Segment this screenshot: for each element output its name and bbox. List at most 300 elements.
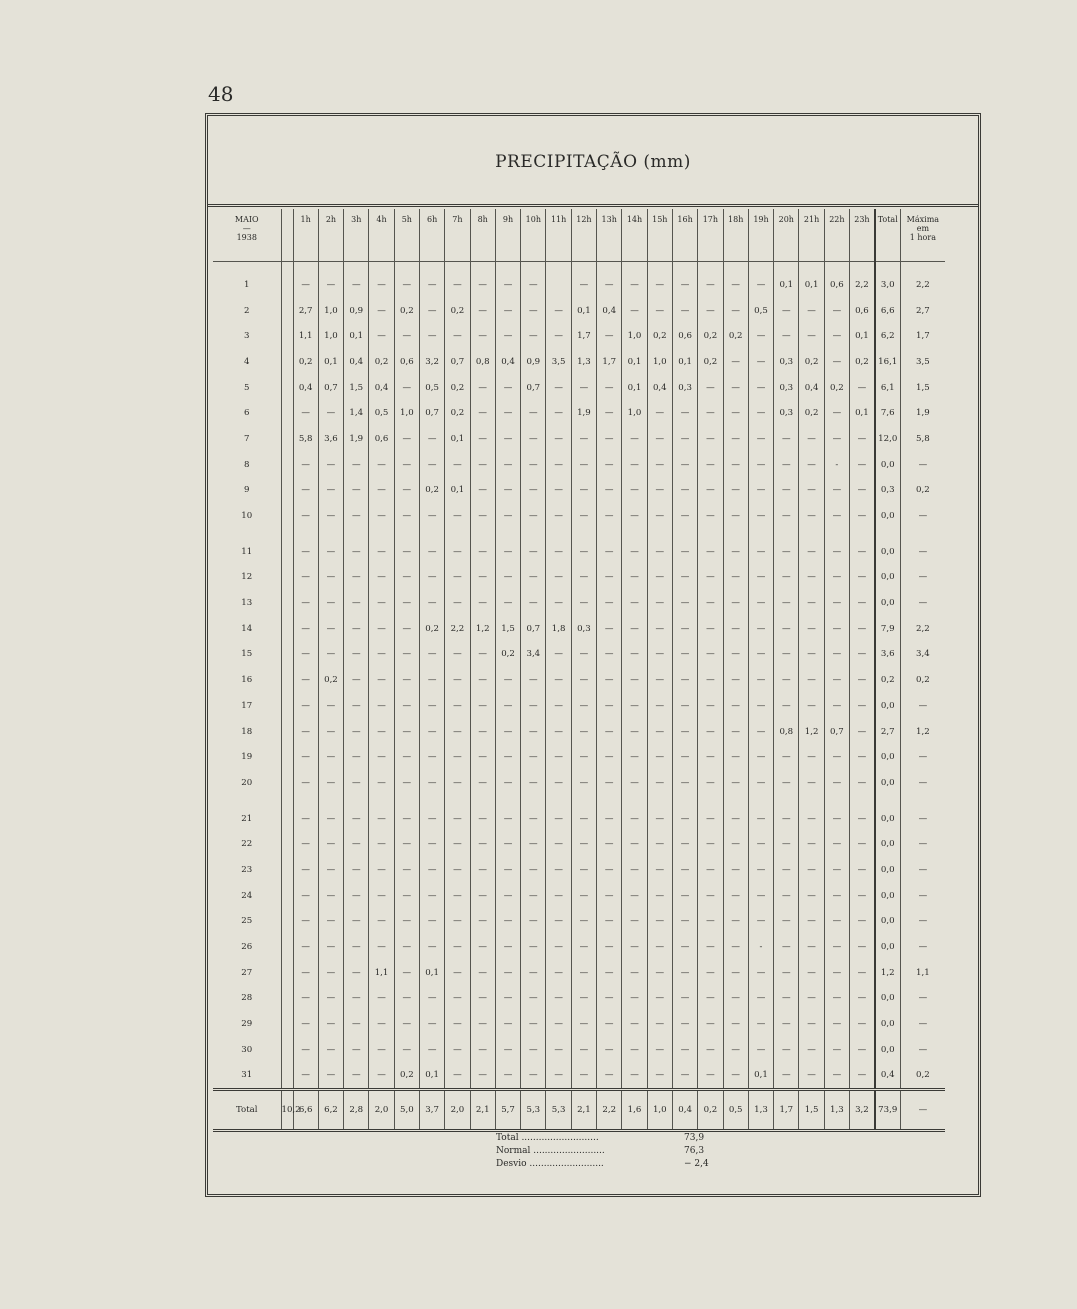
hour-value: — xyxy=(622,426,647,452)
day-total: 1,2 xyxy=(875,960,900,986)
hour-value: — xyxy=(419,934,444,960)
spacer xyxy=(571,529,596,539)
hour-value: — xyxy=(344,667,369,693)
spacer xyxy=(369,529,394,539)
hour-value: — xyxy=(723,616,748,642)
spacer xyxy=(213,796,281,806)
hour-value: — xyxy=(723,806,748,832)
day-max: — xyxy=(900,857,945,883)
hour-value: — xyxy=(344,272,369,298)
hour-value: — xyxy=(824,806,849,832)
hour-value: — xyxy=(521,1037,546,1063)
hour-value: — xyxy=(546,986,571,1012)
hour-value: — xyxy=(394,375,419,401)
spacer xyxy=(774,796,799,806)
hour-value: — xyxy=(698,960,723,986)
hour-value: — xyxy=(470,478,495,504)
spacer xyxy=(281,883,293,909)
hour-value: 1,0 xyxy=(318,323,343,349)
hour-value: — xyxy=(571,565,596,591)
hour-total: 1,5 xyxy=(799,1090,824,1131)
hour-total: 1,3 xyxy=(748,1090,773,1131)
hour-value: — xyxy=(799,806,824,832)
hour-value: — xyxy=(495,986,520,1012)
hour-value: — xyxy=(647,298,672,324)
hour-value: — xyxy=(824,857,849,883)
hour-value: — xyxy=(394,616,419,642)
hour-value: — xyxy=(774,986,799,1012)
hour-value: 2,2 xyxy=(855,279,869,290)
hour-value: — xyxy=(748,831,773,857)
hour-value: 0,2 xyxy=(445,298,470,324)
hour-value: 0,3 xyxy=(774,375,799,401)
hour-value: 0,8 xyxy=(774,719,799,745)
day-cell: 12 xyxy=(213,565,281,591)
spacer xyxy=(419,796,444,806)
hour-value: - xyxy=(748,934,773,960)
hour-value: 0,8 xyxy=(470,349,495,375)
spacer xyxy=(470,262,495,273)
hour-value: — xyxy=(445,857,470,883)
hour-value: — xyxy=(824,539,849,565)
hour-value: — xyxy=(672,565,697,591)
hour-total: 2,2 xyxy=(597,1090,622,1131)
hour-value: 1,4 xyxy=(344,400,369,426)
day-max: — xyxy=(900,770,945,796)
hour-value: — xyxy=(419,744,444,770)
hour-value: — xyxy=(597,452,622,478)
day-cell: 13 xyxy=(213,590,281,616)
day-cell: 20 xyxy=(213,770,281,796)
hour-value: — xyxy=(647,744,672,770)
hour-value: — xyxy=(672,831,697,857)
hour-value: — xyxy=(857,864,867,875)
spacer xyxy=(748,529,773,539)
hour-value: — xyxy=(622,719,647,745)
hour-value: — xyxy=(824,400,849,426)
hour-value: — xyxy=(857,1044,867,1055)
hour-value: 0,1 xyxy=(748,1063,773,1090)
hour-value: — xyxy=(774,831,799,857)
spacer xyxy=(521,262,546,273)
hour-value: — xyxy=(799,590,824,616)
spacer xyxy=(698,529,723,539)
hour-value: — xyxy=(293,478,318,504)
hour-total: 0,4 xyxy=(672,1090,697,1131)
hour-value: — xyxy=(318,693,343,719)
hour-value: — xyxy=(546,642,571,668)
hour-value: — xyxy=(419,806,444,832)
hour-value: — xyxy=(369,744,394,770)
hour-value: — xyxy=(546,806,571,832)
day-total: 0,0 xyxy=(875,986,900,1012)
hour-value: — xyxy=(344,770,369,796)
hour-value: — xyxy=(824,298,849,324)
hour-value: — xyxy=(546,1063,571,1090)
day-total: 0,0 xyxy=(875,770,900,796)
hour-value: — xyxy=(647,934,672,960)
spacer xyxy=(495,529,520,539)
hour-value: — xyxy=(774,857,799,883)
day-max: — xyxy=(900,909,945,935)
hour-value: — xyxy=(369,478,394,504)
hour-value: — xyxy=(698,1063,723,1090)
hour-value: — xyxy=(622,667,647,693)
hour-value: — xyxy=(293,616,318,642)
header-hour-1: 1h xyxy=(293,209,318,262)
hour-value: — xyxy=(857,572,867,583)
spacer xyxy=(723,529,748,539)
hour-value: — xyxy=(521,503,546,529)
day-max: 1,7 xyxy=(900,323,945,349)
hour-value: 0,4 xyxy=(799,375,824,401)
totals-row xyxy=(213,1090,985,1131)
hour-value: — xyxy=(857,433,867,444)
hour-value: — xyxy=(546,744,571,770)
hour-value: — xyxy=(546,452,571,478)
header-hour-14: 14h xyxy=(622,209,647,262)
page-number: 48 xyxy=(208,82,234,106)
header-hour-2: 2h xyxy=(318,209,343,262)
spacer xyxy=(281,616,293,642)
hour-value: — xyxy=(571,831,596,857)
hour-value: — xyxy=(672,857,697,883)
hour-value: — xyxy=(445,452,470,478)
spacer xyxy=(445,529,470,539)
hour-value: — xyxy=(799,616,824,642)
hour-value: — xyxy=(521,1011,546,1037)
hour-value: — xyxy=(723,857,748,883)
hour-value: — xyxy=(647,590,672,616)
hour-value: — xyxy=(369,503,394,529)
hour-value: — xyxy=(470,831,495,857)
day-max: 2,2 xyxy=(900,272,945,298)
hour-value: — xyxy=(647,426,672,452)
hour-value: — xyxy=(318,806,343,832)
hour-value: — xyxy=(344,565,369,591)
hour-value: — xyxy=(571,1063,596,1090)
hour-value: — xyxy=(824,960,849,986)
hour-value: — xyxy=(597,565,622,591)
hour-value: — xyxy=(698,693,723,719)
hour-value: — xyxy=(293,770,318,796)
day-max: 1,1 xyxy=(900,960,945,986)
hour-value: — xyxy=(521,452,546,478)
day-cell: 4 xyxy=(213,349,281,375)
header-hour-18: 18h xyxy=(723,209,748,262)
spacer xyxy=(875,262,900,273)
table-row xyxy=(213,960,985,986)
spacer xyxy=(281,986,293,1012)
hour-value: — xyxy=(293,400,318,426)
hour-value: — xyxy=(318,452,343,478)
hour-value: — xyxy=(369,831,394,857)
hour-value: — xyxy=(546,400,571,426)
hour-value: 1,8 xyxy=(546,616,571,642)
day-cell: 29 xyxy=(213,1011,281,1037)
hour-value: — xyxy=(857,382,867,393)
hour-value: — xyxy=(597,986,622,1012)
hour-value: 0,2 xyxy=(445,400,470,426)
hour-value: — xyxy=(445,770,470,796)
day-cell: 14 xyxy=(213,616,281,642)
hour-value: — xyxy=(748,1037,773,1063)
hour-value: 0,2 xyxy=(698,323,723,349)
day-cell: 1 xyxy=(213,272,281,298)
hour-value: 1,7 xyxy=(571,323,596,349)
hour-value: — xyxy=(647,883,672,909)
hour-value: — xyxy=(698,375,723,401)
hour-value: 0,1 xyxy=(445,478,470,504)
spacer xyxy=(281,272,293,298)
hour-value: 0,4 xyxy=(597,298,622,324)
hour-value: — xyxy=(571,1011,596,1037)
spacer xyxy=(293,529,318,539)
table-row xyxy=(213,693,985,719)
hour-value: — xyxy=(723,770,748,796)
day-cell: 7 xyxy=(213,426,281,452)
hour-value: — xyxy=(394,883,419,909)
spacer xyxy=(622,796,647,806)
hour-value: — xyxy=(369,1037,394,1063)
hour-value: — xyxy=(698,590,723,616)
day-cell: 28 xyxy=(213,986,281,1012)
hour-value: — xyxy=(647,770,672,796)
spacer xyxy=(369,262,394,273)
spacer xyxy=(521,529,546,539)
spacer xyxy=(445,262,470,273)
hour-value: — xyxy=(394,806,419,832)
day-cell: 19 xyxy=(213,744,281,770)
spacer xyxy=(281,590,293,616)
hour-value: 1,3 xyxy=(571,349,596,375)
hour-value: — xyxy=(698,642,723,668)
hour-value: — xyxy=(748,590,773,616)
hour-value: — xyxy=(748,744,773,770)
hour-value: — xyxy=(394,1011,419,1037)
spacer xyxy=(470,529,495,539)
day-cell: 30 xyxy=(213,1037,281,1063)
hour-value: — xyxy=(622,831,647,857)
hour-value: — xyxy=(723,503,748,529)
hour-value: — xyxy=(824,770,849,796)
hour-value: — xyxy=(369,806,394,832)
hour-value: — xyxy=(748,323,773,349)
spacer xyxy=(281,667,293,693)
hour-value: — xyxy=(857,1019,867,1030)
spacer xyxy=(281,529,293,539)
hour-value: — xyxy=(546,883,571,909)
hour-value: 0,1 xyxy=(344,323,369,349)
hour-value: — xyxy=(622,1037,647,1063)
table-row xyxy=(213,323,985,349)
spacer xyxy=(281,349,293,375)
hour-value: — xyxy=(647,857,672,883)
hour-value: 0,7 xyxy=(824,719,849,745)
hour-value: 0,2 xyxy=(369,349,394,375)
spacer xyxy=(281,478,293,504)
hour-value: — xyxy=(344,934,369,960)
hour-value: — xyxy=(546,323,571,349)
hour-value: — xyxy=(571,986,596,1012)
hour-value: 0,7 xyxy=(419,400,444,426)
day-max: — xyxy=(900,934,945,960)
hour-value: — xyxy=(774,642,799,668)
hour-value: — xyxy=(748,909,773,935)
summary-value: − 2,4 xyxy=(684,1159,709,1169)
hour-value: — xyxy=(723,349,748,375)
day-total: 0,0 xyxy=(875,565,900,591)
hour-total: 0,2 xyxy=(698,1090,723,1131)
hour-value: — xyxy=(799,1037,824,1063)
hour-value: — xyxy=(394,1037,419,1063)
hour-value: — xyxy=(546,857,571,883)
hour-value: — xyxy=(419,857,444,883)
hour-value: — xyxy=(748,857,773,883)
hour-value: — xyxy=(445,503,470,529)
spacer xyxy=(281,806,293,832)
spacer xyxy=(774,262,799,273)
hour-value: — xyxy=(445,883,470,909)
spacer xyxy=(875,796,900,806)
hour-value: — xyxy=(748,1011,773,1037)
hour-value: — xyxy=(369,298,394,324)
hour-value: — xyxy=(571,539,596,565)
hour-value: — xyxy=(394,719,419,745)
hour-value: — xyxy=(622,1063,647,1090)
table-frame xyxy=(205,113,981,1197)
day-max: — xyxy=(900,693,945,719)
hour-value: — xyxy=(597,590,622,616)
day-cell: 25 xyxy=(213,909,281,935)
hour-value: — xyxy=(571,857,596,883)
hour-value: — xyxy=(672,298,697,324)
hour-value: — xyxy=(774,539,799,565)
header-hour-10: 10h xyxy=(521,209,546,262)
hour-value: — xyxy=(799,934,824,960)
hour-value: — xyxy=(698,565,723,591)
day-cell: 15 xyxy=(213,642,281,668)
hour-value: 0,3 xyxy=(672,375,697,401)
hour-value: — xyxy=(824,1037,849,1063)
hour-value: — xyxy=(774,960,799,986)
hour-value: — xyxy=(622,934,647,960)
table-row xyxy=(213,478,985,504)
hour-value: — xyxy=(470,986,495,1012)
hour-value: — xyxy=(672,478,697,504)
hour-value: — xyxy=(672,426,697,452)
hour-value: — xyxy=(344,831,369,857)
page-title: PRECIPITAÇÃO (mm) xyxy=(495,152,691,172)
hour-value: — xyxy=(318,539,343,565)
hour-value: — xyxy=(647,806,672,832)
hour-value: — xyxy=(698,400,723,426)
hour-value: — xyxy=(774,590,799,616)
hour-value: — xyxy=(470,693,495,719)
hour-value: — xyxy=(698,298,723,324)
hour-value: — xyxy=(799,539,824,565)
spacer xyxy=(281,857,293,883)
hour-value: — xyxy=(597,693,622,719)
spacer xyxy=(318,262,343,273)
spacer xyxy=(672,262,697,273)
hour-value: 2,7 xyxy=(293,298,318,324)
hour-value: — xyxy=(470,934,495,960)
hour-value: — xyxy=(470,770,495,796)
hour-value: — xyxy=(419,272,444,298)
hour-value: — xyxy=(470,909,495,935)
hour-value: — xyxy=(495,1011,520,1037)
hour-value: — xyxy=(394,478,419,504)
spacer xyxy=(281,909,293,935)
hour-value: — xyxy=(419,1011,444,1037)
hour-value: — xyxy=(622,806,647,832)
spacer xyxy=(546,796,571,806)
hour-value: — xyxy=(698,503,723,529)
hour-value: — xyxy=(318,1037,343,1063)
hour-value: — xyxy=(369,565,394,591)
hour-value: — xyxy=(344,909,369,935)
hour-value: — xyxy=(445,934,470,960)
hour-value: — xyxy=(647,272,672,298)
hour-value: — xyxy=(597,272,622,298)
table-row xyxy=(213,883,985,909)
hour-value: — xyxy=(344,986,369,1012)
hour-value: — xyxy=(799,960,824,986)
spacer xyxy=(824,529,849,539)
hour-value: — xyxy=(419,426,444,452)
hour-value: — xyxy=(344,744,369,770)
table-row xyxy=(213,1037,985,1063)
spacer xyxy=(281,770,293,796)
hour-value: — xyxy=(672,1011,697,1037)
hour-value: 0,2 xyxy=(318,667,343,693)
day-total: 0,0 xyxy=(875,857,900,883)
hour-total: 2,1 xyxy=(571,1090,596,1131)
header-spacer-row xyxy=(213,262,985,273)
spacer xyxy=(281,375,293,401)
hour-value: — xyxy=(495,503,520,529)
hour-value: 5,8 xyxy=(293,426,318,452)
summary-label: Normal ......................... xyxy=(496,1146,605,1156)
hour-value: — xyxy=(394,831,419,857)
hour-value: — xyxy=(419,909,444,935)
hour-value: — xyxy=(521,539,546,565)
hour-value: 0,4 xyxy=(647,375,672,401)
hour-value: — xyxy=(647,565,672,591)
hour-total: 5,3 xyxy=(546,1090,571,1131)
summary-value: 76,3 xyxy=(684,1146,705,1156)
hour-value: — xyxy=(419,1037,444,1063)
hour-value: — xyxy=(344,693,369,719)
hour-value: — xyxy=(419,565,444,591)
table-row xyxy=(213,1011,985,1037)
hour-value: — xyxy=(774,1063,799,1090)
hour-value: — xyxy=(394,642,419,668)
hour-value: — xyxy=(369,1011,394,1037)
hour-value: — xyxy=(647,539,672,565)
header-year: 1938 xyxy=(236,233,257,242)
hour-value: — xyxy=(622,590,647,616)
hour-value: — xyxy=(774,426,799,452)
hour-value: — xyxy=(495,375,520,401)
hour-value: — xyxy=(521,590,546,616)
hour-value: — xyxy=(546,539,571,565)
hour-total: 10,2 xyxy=(281,1090,293,1131)
hour-value: — xyxy=(647,400,672,426)
hour-value: — xyxy=(597,831,622,857)
hour-value: — xyxy=(318,909,343,935)
